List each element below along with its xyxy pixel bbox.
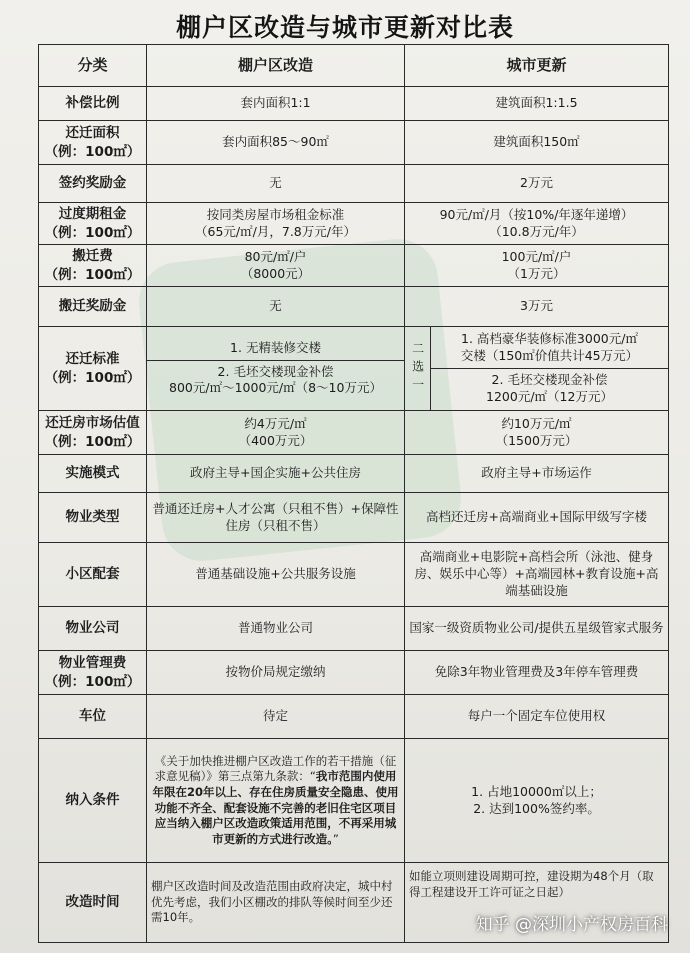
cell-urban: 高端商业+电影院+高档会所（泳池、健身房、娱乐中心等）+高端园林+教育设施+高端基础设施 [405,543,669,607]
row-label: 物业类型 [39,493,147,543]
cell-shanty: 无 [147,287,405,327]
comparison-table [38,44,669,943]
table-row [39,327,669,411]
cell-shanty: 套内面积1:1 [147,87,405,121]
row-label: 补偿比例 [39,87,147,121]
cell-shanty: 按同类房屋市场租金标准 （65元/㎡/月，7.8万元/年） [147,203,405,245]
cell-urban: 100元/㎡/户 （1万元） [405,245,669,287]
cell-shanty: 80元/㎡/户 （8000元） [147,245,405,287]
row-label: 还迁面积 （例：100㎡） [39,121,147,165]
choose-one-label: 二选一 [405,327,431,411]
cell-shanty: 1. 无精装修交楼 2. 毛坯交楼现金补偿 800元/㎡～1000元/㎡（8～10万元） [147,327,405,411]
row-label: 车位 [39,695,147,739]
header-shanty: 棚户区改造 [147,45,405,87]
table-row [39,607,669,651]
cell-urban: 90元/㎡/月（按10%/年逐年递增） （10.8万元/年） [405,203,669,245]
cell-urban: 高档还迁房+高端商业+国际甲级写字楼 [405,493,669,543]
table-row [39,121,669,165]
table-row [39,493,669,543]
table-row [39,165,669,203]
cell-urban: 2万元 [405,165,669,203]
cell-shanty: 《关于加快推进棚户区改造工作的若干措施（征求意见稿）》第三点第九条款：“我市范围内使用年限在20年以上、存在住房质量安全隐患、使用功能不齐全、配套设施不完善的老旧住宅区项目应当纳入棚户区改造政策适用范围，不再采用城市更新的方式进行改造。” [147,739,405,863]
cell-shanty: 棚户区改造时间及改造范围由政府决定，城中村优先考虑，我们小区棚改的排队等候时间至少还需10年。 [147,863,405,943]
table-row [39,739,669,863]
row-label: 物业公司 [39,607,147,651]
cell-shanty: 按物价局规定缴纳 [147,651,405,695]
header-urban: 城市更新 [405,45,669,87]
table-row [39,45,669,87]
header-category: 分类 [39,45,147,87]
table-row [39,287,669,327]
cell-urban: 建筑面积1:1.5 [405,87,669,121]
row-label: 搬迁奖励金 [39,287,147,327]
cell-urban: 3万元 [405,287,669,327]
page-title: 棚户区改造与城市更新对比表 [175,13,514,42]
row-label: 改造时间 [39,863,147,943]
table-row [39,87,669,121]
row-label: 实施模式 [39,455,147,493]
row-label: 过度期租金 （例：100㎡） [39,203,147,245]
cell-shanty: 约4万元/㎡ （400万元） [147,411,405,455]
table-row [39,543,669,607]
row-label: 还迁房市场估值 （例：100㎡） [39,411,147,455]
cell-shanty: 普通还迁房+人才公寓（只租不售）+保障性住房（只租不售） [147,493,405,543]
cell-shanty: 待定 [147,695,405,739]
cell-urban: 如能立项则建设周期可控，建设期为48个月（取得工程建设开工许可证之日起） [405,863,669,943]
cell-urban: 1. 高档豪华装修标准3000元/㎡ 交楼（150㎡价值共计45万元） 2. 毛坯交楼现金补偿 1200元/㎡（12万元） [431,327,669,411]
cell-urban: 1. 占地10000㎡以上； 2. 达到100%签约率。 [405,739,669,863]
row-label: 还迁标准 （例：100㎡） [39,327,147,411]
table-row [39,245,669,287]
cell-urban: 政府主导+市场运作 [405,455,669,493]
cell-shanty: 套内面积85～90㎡ [147,121,405,165]
cell-urban: 每户一个固定车位使用权 [405,695,669,739]
row-label: 签约奖励金 [39,165,147,203]
row-label: 搬迁费 （例：100㎡） [39,245,147,287]
cell-shanty: 无 [147,165,405,203]
row-label: 小区配套 [39,543,147,607]
cell-shanty: 普通基础设施+公共服务设施 [147,543,405,607]
cell-shanty: 政府主导+国企实施+公共住房 [147,455,405,493]
cell-urban: 约10万元/㎡ （1500万元） [405,411,669,455]
row-label: 物业管理费 （例：100㎡） [39,651,147,695]
table-row [39,455,669,493]
table-row [39,411,669,455]
table-row [39,695,669,739]
cell-urban: 建筑面积150㎡ [405,121,669,165]
row-label: 纳入条件 [39,739,147,863]
zhihu-attribution: 知乎 @深圳小产权房百科 [475,915,668,935]
cell-urban: 免除3年物业管理费及3年停车管理费 [405,651,669,695]
cell-urban: 国家一级资质物业公司/提供五星级管家式服务 [405,607,669,651]
table-row [39,651,669,695]
cell-shanty: 普通物业公司 [147,607,405,651]
table-row [39,203,669,245]
